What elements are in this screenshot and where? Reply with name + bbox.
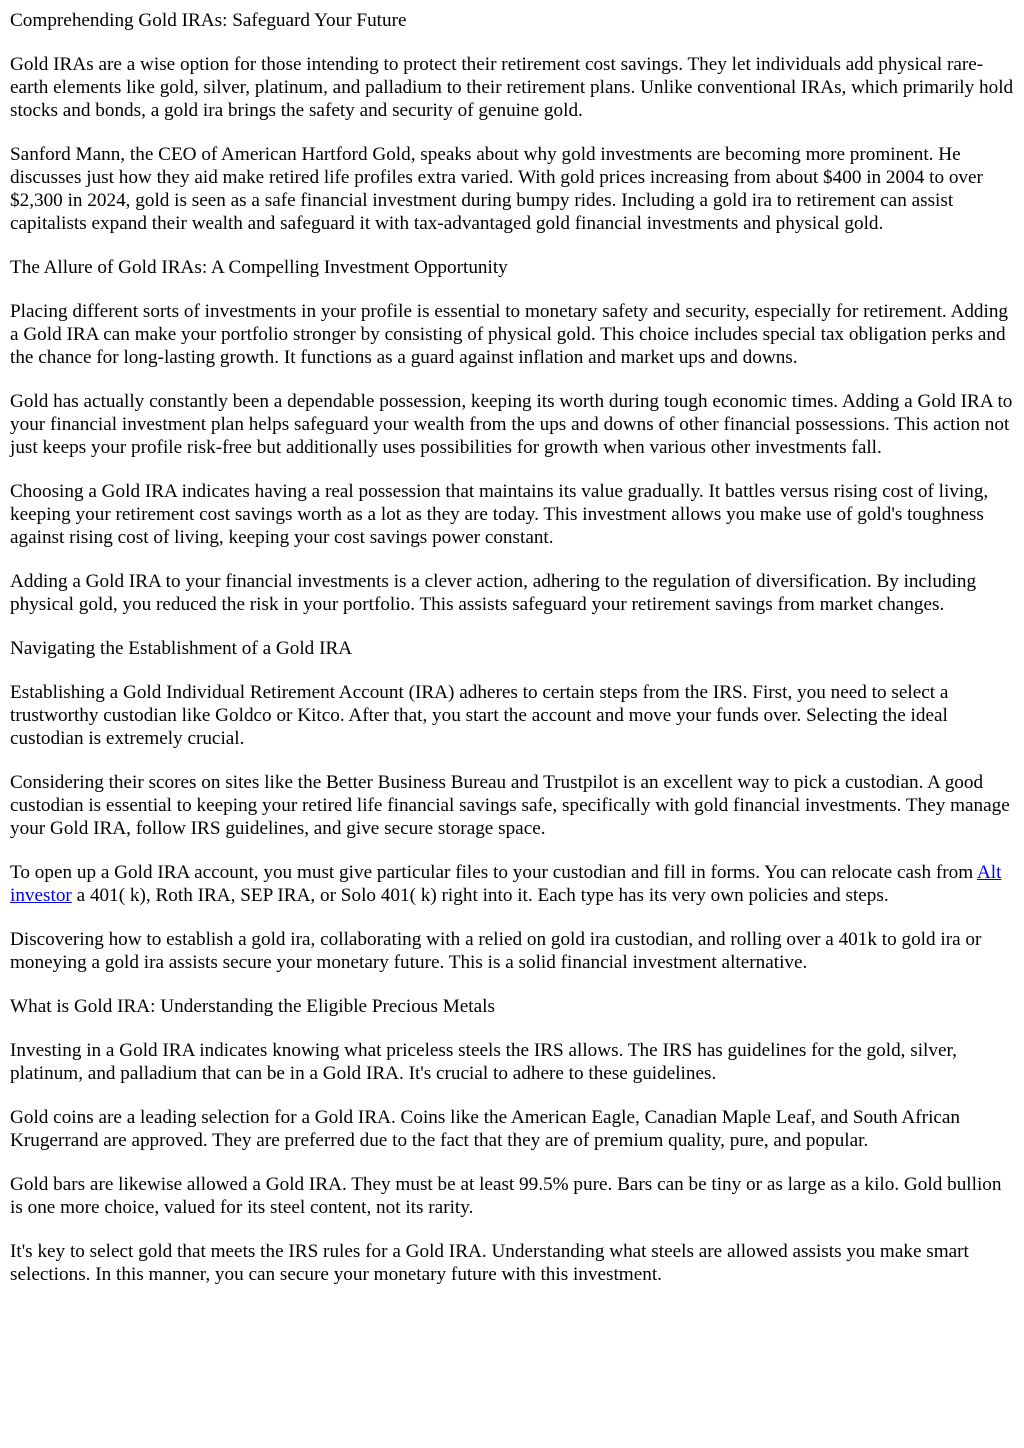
section-heading-eligible-metals: What is Gold IRA: Understanding the Eligible Precious Metals bbox=[10, 996, 495, 1017]
paragraph-text-before-link: To open up a Gold IRA account, you must give particular files to your custodian and fill in forms. You can relocate cash from bbox=[10, 862, 977, 883]
paragraph: It's key to select gold that meets the IRS rules for a Gold IRA. Understanding what steels are allowed assists you make smart selections. In this manner, you can secure your monetary future with this investment. bbox=[10, 1241, 969, 1285]
paragraph-text-after-link: a 401( k), Roth IRA, SEP IRA, or Solo 401( k) right into it. Each type has its very own policies and steps. bbox=[71, 885, 889, 906]
paragraph: Establishing a Gold Individual Retirement Account (IRA) adheres to certain steps from the IRS. First, you need to select a trustworthy custodian like Goldco or Kitco. After that, you start the account and move your funds over. Selecting the ideal custodian is extremely crucial. bbox=[10, 682, 949, 749]
paragraph: Gold has actually constantly been a dependable possession, keeping its worth during tough economic times. Adding a Gold IRA to your financial investment plan helps safeguard your wealth from the ups and downs of other financial possessions. This action not just keeps your profile risk-free but additionally uses possibilities for growth when various other investments fall. bbox=[10, 391, 1013, 458]
paragraph: Gold IRAs are a wise option for those intending to protect their retirement cost savings. They let individuals add physical rare-earth elements like gold, silver, platinum, and palladium to their retirement plans. Unlike conventional IRAs, which primarily hold stocks and bonds, a gold ira brings the safety and security of genuine gold. bbox=[10, 54, 1014, 121]
paragraph: Gold coins are a leading selection for a Gold IRA. Coins like the American Eagle, Canadian Maple Leaf, and South African Krugerrand are approved. They are preferred due to the fact that they are of premium quality, pure, and popular. bbox=[10, 1107, 961, 1151]
paragraph: Gold bars are likewise allowed a Gold IRA. They must be at least 99.5% pure. Bars can be tiny or as large as a kilo. Gold bullion is one more choice, valued for its steel content, not its rarity. bbox=[10, 1174, 1002, 1218]
paragraph-with-link bbox=[10, 861, 1014, 907]
paragraph: Investing in a Gold IRA indicates knowing what priceless steels the IRS allows. The IRS has guidelines for the gold, silver, platinum, and palladium that can be in a Gold IRA. It's crucial to adhere to these guidelines. bbox=[10, 1040, 957, 1084]
section-heading-establishment: Navigating the Establishment of a Gold IRA bbox=[10, 638, 353, 659]
alt-investor-link[interactable]: Alt investor bbox=[10, 862, 1002, 906]
section-heading-understanding: Comprehending Gold IRAs: Safeguard Your Future bbox=[10, 10, 407, 31]
paragraph: Adding a Gold IRA to your financial investments is a clever action, adhering to the regulation of diversification. By including physical gold, you reduced the risk in your portfolio. This assists safeguard your retirement savings from market changes. bbox=[10, 571, 977, 615]
paragraph: Discovering how to establish a gold ira, collaborating with a relied on gold ira custodian, and rolling over a 401k to gold ira or moneying a gold ira assists secure your monetary future. This is a solid financial investment alternative. bbox=[10, 929, 982, 973]
paragraph: Considering their scores on sites like the Better Business Bureau and Trustpilot is an excellent way to pick a custodian. A good custodian is essential to keeping your retired life financial savings safe, specifically with gold financial investments. They manage your Gold IRA, follow IRS guidelines, and give secure storage space. bbox=[10, 772, 1010, 839]
paragraph: Choosing a Gold IRA indicates having a real possession that maintains its value gradually. It battles versus rising cost of living, keeping your retirement cost savings worth as a lot as they are today. This investment allows you make use of gold's toughness against rising cost of living, keeping your cost savings power constant. bbox=[10, 481, 989, 548]
paragraph: Placing different sorts of investments in your profile is essential to monetary safety and security, especially for retirement. Adding a Gold IRA can make your portfolio stronger by consisting of physical gold. This choice includes special tax obligation perks and the chance for long-lasting growth. It functions as a guard against inflation and market ups and downs. bbox=[10, 301, 1009, 368]
section-heading-allure: The Allure of Gold IRAs: A Compelling Investment Opportunity bbox=[10, 257, 508, 278]
paragraph: Sanford Mann, the CEO of American Hartford Gold, speaks about why gold investments are becoming more prominent. He discusses just how they aid make retired life profiles extra varied. With gold prices increasing from about $400 in 2004 to over $2,300 in 2024, gold is seen as a safe financial investment during bumpy rides. Including a gold ira to retirement can assist capitalists expand their wealth and safeguard it with tax-advantaged gold financial investments and physical gold. bbox=[10, 144, 983, 234]
